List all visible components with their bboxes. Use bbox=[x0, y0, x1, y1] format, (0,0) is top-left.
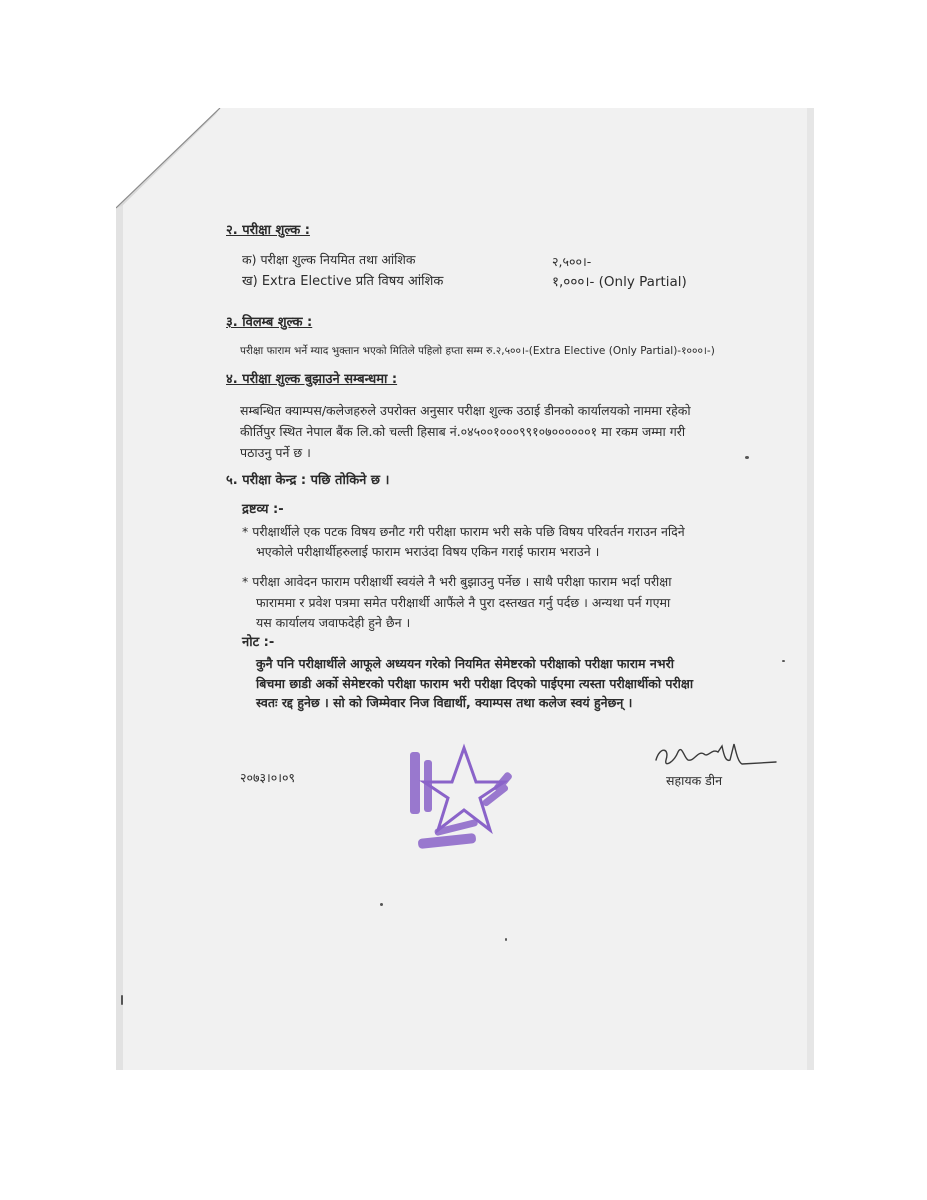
fee-payment-heading: ४. परीक्षा शुल्क बुझाउने सम्बन्धमा : bbox=[226, 372, 398, 387]
extra-elective-row-label: ख) Extra Elective प्रति विषय आंशिक bbox=[242, 274, 444, 289]
extra-elective-row-value: १,०००।- (Only Partial) bbox=[552, 274, 687, 290]
exam-center-heading: ५. परीक्षा केन्द्र : पछि तोकिने छ । bbox=[226, 473, 390, 488]
notice-bullet-line: फाराममा र प्रवेश पत्रमा समेत परीक्षार्थी आफैंले नै पुरा दस्तखत गर्नु पर्दछ । अन्यथा पर्न गएमा bbox=[256, 595, 671, 610]
exam-fee-row-value: २,५००।- bbox=[552, 254, 592, 269]
note-heading: नोट :- bbox=[242, 635, 275, 650]
notice-bullet-line: * परीक्षार्थीले एक पटक विषय छनौट गरी परीक्षा फाराम भरी सके पछि विषय परिवर्तन गराउन नदिने bbox=[242, 524, 685, 539]
scan-speck bbox=[380, 903, 383, 906]
late-fee-heading: ३. विलम्ब शुल्क : bbox=[226, 315, 313, 330]
note-line: कुनै पनि परीक्षार्थीले आफूले अध्ययन गरेको नियमित सेमेष्टरको परीक्षाको परीक्षा फाराम नभरी bbox=[256, 656, 674, 671]
note-line: स्वतः रद्द हुनेछ । सो को जिम्मेवार निज विद्यार्थी, क्याम्पस तथा कलेज स्वयं हुनेछन् । bbox=[256, 695, 633, 710]
fee-payment-line: कीर्तिपुर स्थित नेपाल बैंक लि.को चल्ती हिसाब नं.०४५००१०००९९१०७००००००१ मा रकम जम्मा गरी bbox=[240, 424, 686, 439]
scan-speck bbox=[745, 456, 749, 459]
scan-speck bbox=[505, 938, 507, 941]
scan-left-edge bbox=[116, 108, 123, 1070]
signatory-title: सहायक डीन bbox=[666, 773, 723, 788]
office-stamp-seal bbox=[404, 738, 524, 858]
notice-bullet-line: यस कार्यालय जवाफदेही हुने छैन । bbox=[256, 615, 411, 630]
scan-right-edge bbox=[807, 108, 814, 1070]
notice-heading: द्रष्टव्य :- bbox=[242, 502, 284, 517]
note-line: बिचमा छाडी अर्को सेमेष्टरको परीक्षा फाराम भरी परीक्षा दिएको पाईएमा त्यस्ता परीक्षार्थीको परीक्षा bbox=[256, 676, 694, 691]
fee-payment-line: पठाउनु पर्ने छ । bbox=[240, 445, 311, 460]
scan-speck bbox=[121, 995, 123, 1005]
exam-fee-row-label: क) परीक्षा शुल्क नियमित तथा आंशिक bbox=[242, 252, 416, 267]
exam-fee-heading: २. परीक्षा शुल्क : bbox=[226, 223, 310, 238]
notice-bullet-line: भएकोले परीक्षार्थीहरुलाई फाराम भराउंदा विषय एकिन गराई फाराम भराउने । bbox=[256, 544, 600, 559]
fee-payment-line: सम्बन्धित क्याम्पस/कलेजहरुले उपरोक्त अनुसार परीक्षा शुल्क उठाई डीनको कार्यालयको नाममा रहेको bbox=[240, 403, 691, 418]
scan-speck bbox=[782, 660, 785, 662]
late-fee-text: परीक्षा फाराम भर्ने म्याद भुक्तान भएको मितिले पहिलो हप्ता सम्म रु.२,५००।-(Extra Elective (Only Partial)-१०००।-) bbox=[240, 345, 715, 357]
folded-corner bbox=[116, 108, 226, 218]
issue-date: २०७३।०।०९ bbox=[240, 770, 295, 785]
scanned-page bbox=[116, 108, 814, 1070]
notice-bullet-line: * परीक्षा आवेदन फाराम परीक्षार्थी स्वयंले नै भरी बुझाउनु पर्नेछ । साथै परीक्षा फाराम भर्दा परीक्षा bbox=[242, 574, 672, 589]
